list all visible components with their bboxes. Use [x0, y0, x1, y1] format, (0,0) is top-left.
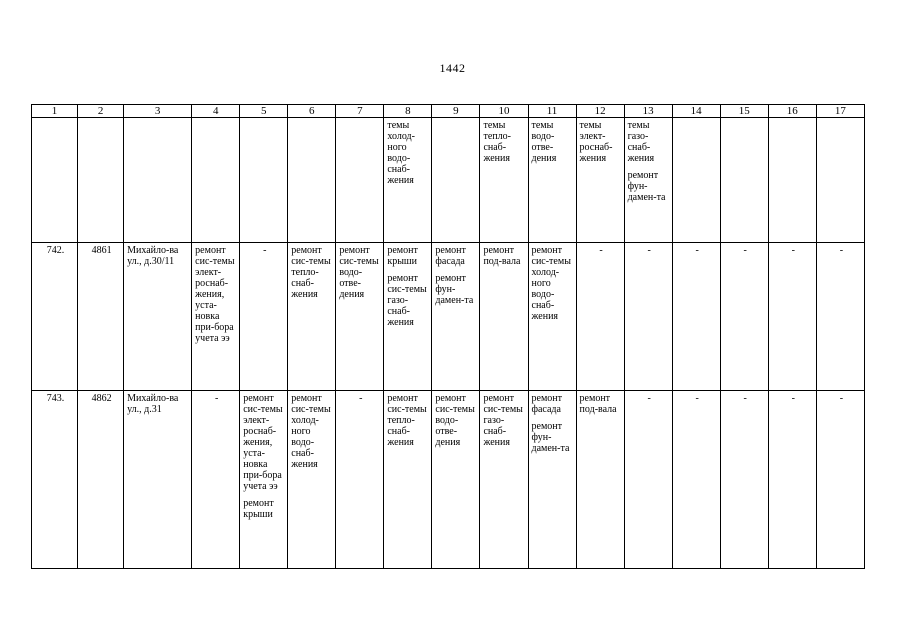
table-cell — [480, 391, 528, 569]
table-cell — [78, 118, 124, 243]
table-cell — [288, 118, 336, 243]
table-cell — [480, 118, 528, 243]
table-cell — [432, 391, 480, 569]
table-cell — [624, 118, 672, 243]
work-item: ремонт сис-темы холод-ного водо-снаб-жения — [291, 393, 331, 470]
column-header: 8 — [384, 105, 432, 118]
column-header: 4 — [192, 105, 240, 118]
table-cell — [576, 391, 624, 569]
table-cell — [336, 243, 384, 391]
column-header: 15 — [720, 105, 768, 118]
empty-dash: - — [816, 243, 864, 391]
repair-schedule-table — [31, 104, 865, 569]
table-cell — [288, 243, 336, 391]
empty-dash: - — [624, 243, 672, 391]
table-cell — [32, 118, 78, 243]
column-number-row — [32, 105, 865, 118]
table-cell — [384, 243, 432, 391]
work-item: ремонт сис-темы элект-роснаб-жения, уста-новка при-бора учета ээ — [195, 245, 235, 344]
table-cell — [720, 118, 768, 243]
work-item: ремонт крыши — [243, 498, 274, 520]
column-header: 3 — [124, 105, 192, 118]
table-cell — [240, 391, 288, 569]
table-cell — [576, 118, 624, 243]
building-code: 4862 — [78, 391, 124, 569]
column-header: 5 — [240, 105, 288, 118]
column-header: 9 — [432, 105, 480, 118]
table-cell — [384, 391, 432, 569]
column-header: 6 — [288, 105, 336, 118]
table-cell — [432, 243, 480, 391]
column-header: 17 — [816, 105, 864, 118]
empty-dash: - — [768, 391, 816, 569]
column-header: 7 — [336, 105, 384, 118]
empty-dash: - — [192, 391, 240, 569]
table-row — [32, 391, 865, 569]
table-cell — [672, 118, 720, 243]
work-item: ремонт под-вала — [579, 393, 617, 415]
column-header: 14 — [672, 105, 720, 118]
table-row — [32, 243, 865, 391]
empty-dash: - — [624, 391, 672, 569]
table-cell — [192, 243, 240, 391]
work-item: ремонт фун-дамен-та — [627, 170, 666, 203]
empty-dash: - — [816, 391, 864, 569]
work-item: ремонт сис-темы газо-снаб-жения — [387, 273, 427, 328]
table-cell — [528, 243, 576, 391]
row-number: 743. — [32, 391, 78, 569]
empty-dash: - — [720, 391, 768, 569]
table-cell — [528, 118, 576, 243]
column-header: 12 — [576, 105, 624, 118]
empty-dash: - — [336, 391, 384, 569]
empty-dash: - — [768, 243, 816, 391]
work-item: ремонт фун-дамен-та — [435, 273, 474, 306]
table-cell — [480, 243, 528, 391]
work-item: темы водо-отве-дения — [531, 120, 557, 164]
table-cell — [816, 118, 864, 243]
work-item: ремонт сис-темы водо-отве-дения — [435, 393, 475, 448]
empty-dash: - — [672, 391, 720, 569]
work-item: ремонт сис-темы холод-ного водо-снаб-жения — [531, 245, 571, 322]
column-header: 11 — [528, 105, 576, 118]
address: Михайло-ва ул., д.30/11 — [124, 243, 192, 391]
work-item: ремонт сис-темы водо-отве-дения — [339, 245, 379, 300]
work-item: ремонт под-вала — [483, 245, 521, 267]
work-item: ремонт сис-темы тепло-снаб-жения — [291, 245, 331, 300]
table-cell — [768, 118, 816, 243]
work-item: ремонт фун-дамен-та — [531, 421, 570, 454]
table-cell — [528, 391, 576, 569]
empty-dash: - — [720, 243, 768, 391]
empty-dash: - — [240, 243, 288, 391]
work-item: ремонт сис-темы тепло-снаб-жения — [387, 393, 427, 448]
table-cell — [288, 391, 336, 569]
work-item: темы газо-снаб-жения — [627, 120, 655, 164]
column-header: 1 — [32, 105, 78, 118]
work-item: темы элект-роснаб-жения — [579, 120, 613, 164]
empty-dash: - — [576, 243, 624, 391]
work-item: ремонт фасада — [435, 245, 466, 267]
table-cell — [192, 118, 240, 243]
table-cell — [124, 118, 192, 243]
table-cell — [336, 118, 384, 243]
page-number: 1442 — [439, 61, 466, 75]
column-header: 13 — [624, 105, 672, 118]
building-code: 4861 — [78, 243, 124, 391]
table-cell — [432, 118, 480, 243]
work-item: ремонт сис-темы газо-снаб-жения — [483, 393, 523, 448]
column-header: 10 — [480, 105, 528, 118]
row-number: 742. — [32, 243, 78, 391]
work-item: ремонт крыши — [387, 245, 418, 267]
column-header: 2 — [78, 105, 124, 118]
table-cell — [384, 118, 432, 243]
address: Михайло-ва ул., д.31 — [124, 391, 192, 569]
table-cell — [240, 118, 288, 243]
work-item: ремонт сис-темы элект-роснаб-жения, уста-новка при-бора учета ээ — [243, 393, 283, 492]
work-item: темы тепло-снаб-жения — [483, 120, 511, 164]
empty-dash: - — [672, 243, 720, 391]
work-item: ремонт фасада — [531, 393, 562, 415]
column-header: 16 — [768, 105, 816, 118]
continuation-row — [32, 118, 865, 243]
work-item: темы холод-ного водо-снаб-жения — [387, 120, 415, 186]
